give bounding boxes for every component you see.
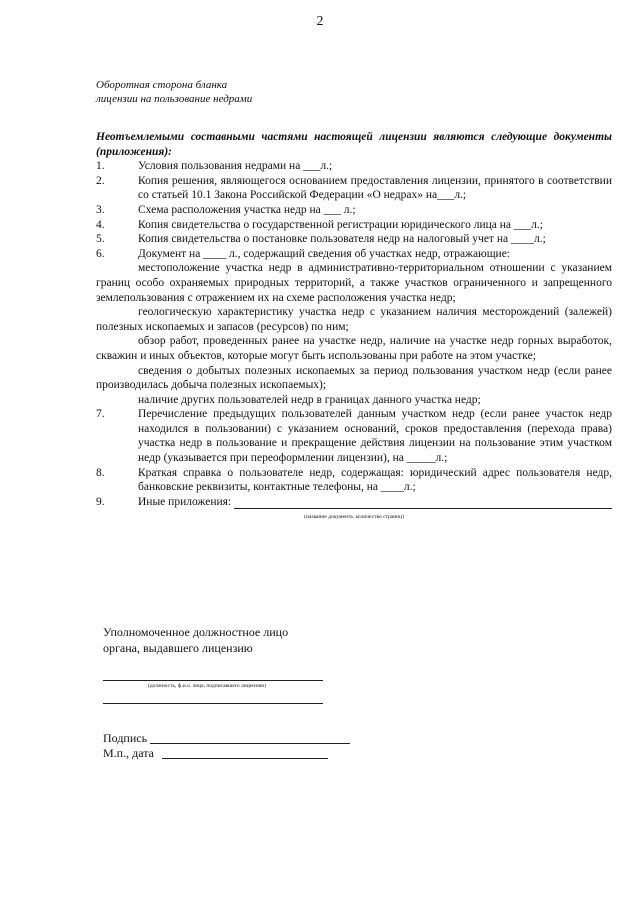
item-number: 5.: [96, 233, 105, 246]
item-number: 1.: [96, 160, 105, 173]
header-line-2: лицензии на пользование недрами: [96, 93, 253, 105]
item-number: 4.: [96, 218, 105, 231]
sub-paragraph: обзор работ, проведенных ранее на участке недр, наличие на участке недр горных выработок, скважин и иных объектов, которые могут быть использованы при работе на этом участке;: [96, 335, 612, 362]
sub-paragraph: местоположение участка недр в административно-территориальном отношении с указанием границ особо охраняемых природных территорий, а также участков ограниченного и запрещенного землепользования с отражением их на схеме расположения участка недр;: [96, 262, 612, 304]
item-text: Условия пользования недрами на ___л.;: [138, 160, 333, 173]
official-line-2: органа, выдавшего лицензию: [103, 641, 253, 655]
other-appendices-field[interactable]: [234, 497, 612, 509]
sub-paragraph: сведения о добытых полезных ископаемых за период пользования участком недр (если ранее производилась добыча полезных ископаемых);: [96, 364, 612, 392]
item-number: 7.: [96, 408, 105, 421]
document-body: [96, 130, 612, 525]
list-item: [96, 247, 612, 262]
list-item: [96, 159, 612, 174]
item-text: Копия свидетельства о государственной регистрации юридического лица на ___л.;: [138, 218, 543, 231]
sub-paragraph: наличие других пользователей недр в границах данного участка недр;: [138, 393, 481, 406]
item-text: Краткая справка о пользователе недр, содержащая: юридический адрес пользователя недр, банковские реквизиты, контактные телефоны, на ____л.;: [138, 466, 612, 494]
list-item: [96, 174, 612, 203]
item-number: 2.: [96, 174, 105, 187]
item-text: Копия свидетельства о постановке пользователя недр на налоговый учет на ____л.;: [138, 233, 546, 246]
list-item: [96, 203, 612, 218]
stamp-date-label: М.п., дата: [103, 746, 154, 760]
item-text: Документ на ____ л., содержащий сведения об участках недр, отражающие:: [138, 247, 511, 260]
list-item: [96, 407, 612, 465]
page-number: 2: [316, 14, 324, 29]
position-name-field[interactable]: [103, 680, 323, 681]
position-caption: (должность, ф.и.о. лица, подписавшего лицензию): [148, 683, 267, 689]
other-appendices-caption: (название документа, количество страниц): [304, 514, 404, 521]
item-number: 8.: [96, 466, 105, 479]
official-block: [103, 624, 288, 656]
appendix-title: Неотъемлемыми составными частями настоящей лицензии являются следующие документы (приложения):: [96, 131, 612, 158]
item-number: 6.: [96, 247, 105, 260]
item-label: Иные приложения:: [138, 495, 232, 508]
form-header: [96, 78, 252, 106]
signature-row: [103, 731, 147, 746]
list-item: [96, 466, 612, 495]
official-line-1: Уполномоченное должностное лицо: [103, 625, 289, 639]
signature-label: Подпись: [103, 731, 148, 745]
item-text: Перечисление предыдущих пользователей данным участком недр (если ранее участок недр находился в пользовании) с указанием оснований, сроков предоставления (перехода права) участка недр в пользование и прекращение действия лицензии на пользование этим участком недр (указывается при переоформлении лицензии), на _____л.;: [138, 408, 612, 465]
sub-paragraph: геологическую характеристику участка недр с указанием наличия месторождений (залежей) полезных ископаемых и запасов (ресурсов) по ним;: [96, 306, 612, 333]
position-name-field-2[interactable]: [103, 703, 323, 704]
stamp-date-field[interactable]: [162, 758, 328, 759]
item-text: Схема расположения участка недр на ___ л.;: [138, 203, 356, 216]
signature-field[interactable]: [150, 743, 350, 744]
stamp-date-row: [103, 746, 154, 761]
item-text: Копия решения, являющегося основанием предоставления лицензии, принятого в соответствии со статьей 10.1 Закона Российской Федерации «О недрах» на___л.;: [138, 174, 612, 202]
list-item: [96, 218, 612, 233]
list-item: [96, 232, 612, 247]
item-number: 9.: [96, 495, 105, 508]
item-number: 3.: [96, 203, 105, 216]
list-item-other: [96, 495, 612, 510]
header-line-1: Оборотная сторона бланка: [96, 79, 228, 91]
